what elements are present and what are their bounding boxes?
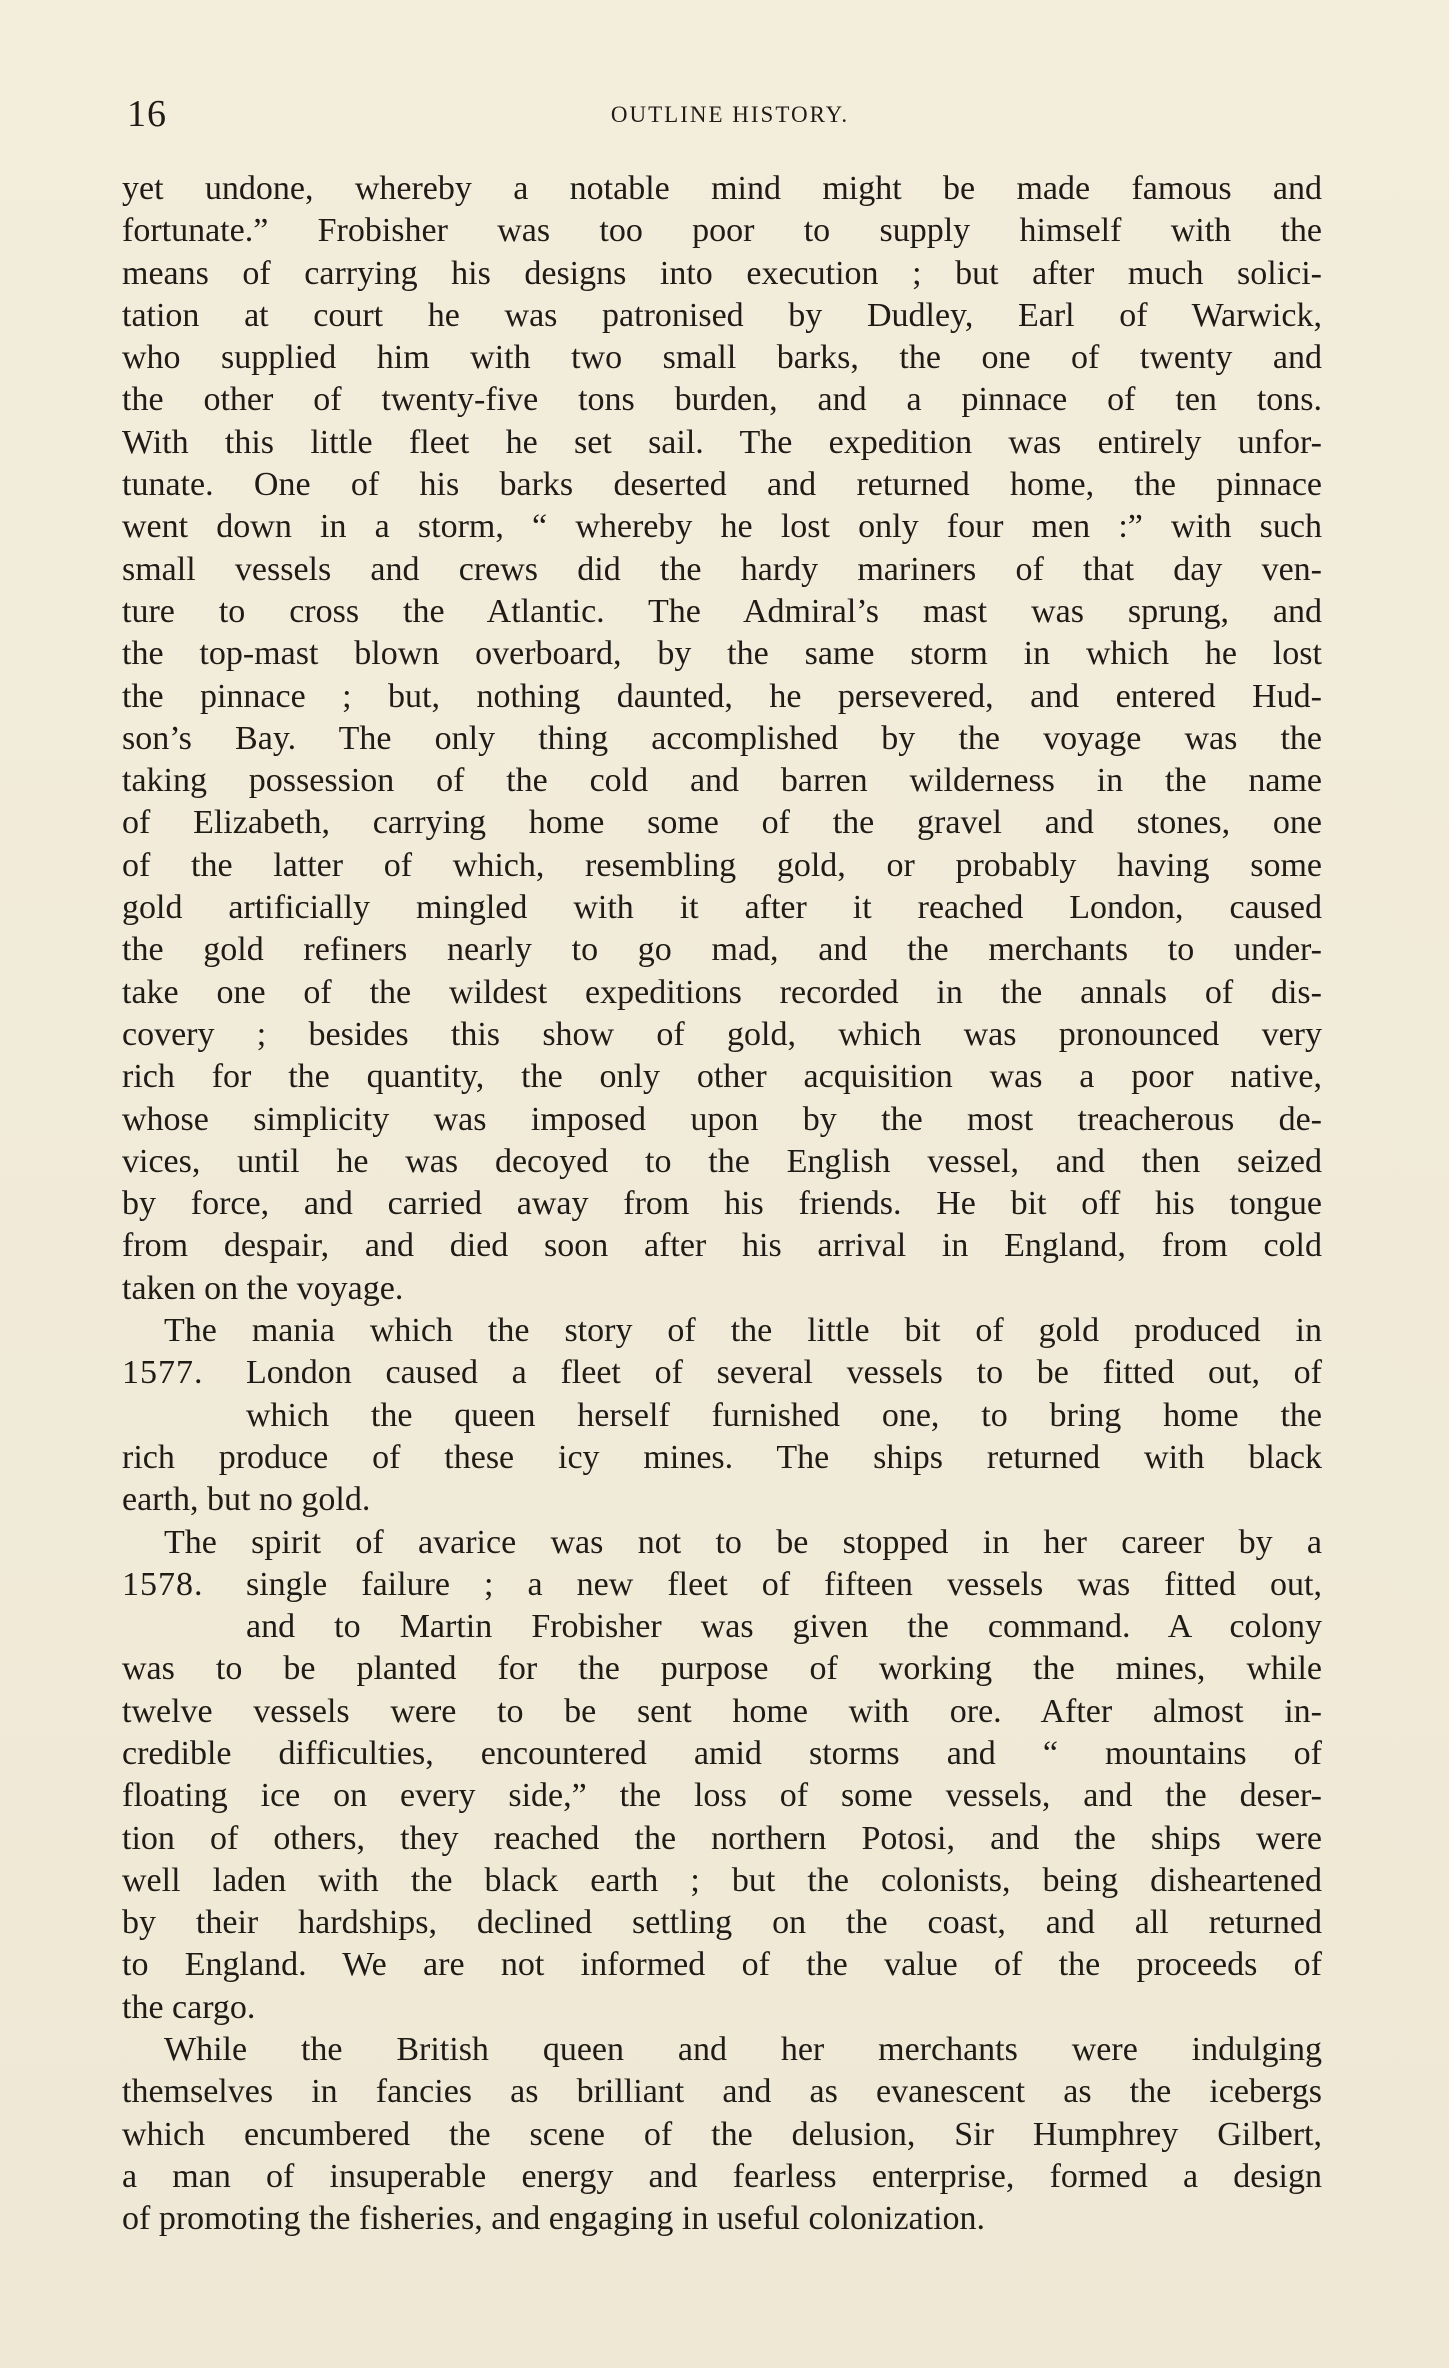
text-line [122, 379, 1322, 421]
text-line [122, 760, 1322, 802]
line-text: The spirit of avarice was not to be stopped in her career by a [164, 1523, 1322, 1561]
line-text: the pinnace ; but, nothing daunted, he persevered, and entered Hud- [122, 677, 1322, 715]
line-text: the gold refiners nearly to go mad, and the merchants to under- [122, 931, 1322, 969]
line-text: from despair, and died soon after his arrival in England, from cold [122, 1227, 1322, 1265]
line-text: whose simplicity was imposed upon by the most treacherous de- [122, 1100, 1322, 1138]
text-line [122, 1818, 1322, 1860]
line-text: earth, but no gold. [122, 1481, 371, 1519]
text-line [122, 1056, 1322, 1098]
text-line [122, 464, 1322, 506]
margin-date: 1577. [122, 1354, 204, 1392]
body-text [122, 168, 1322, 2241]
line-text: gold artificially mingled with it after it reached London, caused [122, 889, 1322, 927]
line-text: of the latter of which, resembling gold, or probably having some [122, 846, 1322, 884]
text-line [122, 802, 1322, 844]
text-line [122, 1225, 1322, 1267]
text-line [122, 2071, 1322, 2113]
line-text: taking possession of the cold and barren wilderness in the name [122, 762, 1322, 800]
text-line [122, 845, 1322, 887]
text-line [122, 887, 1322, 929]
text-line [122, 1775, 1322, 1817]
text-line [122, 1944, 1322, 1986]
text-line [122, 210, 1322, 252]
text-line [122, 295, 1322, 337]
text-line [122, 1606, 1322, 1648]
line-text: twelve vessels were to be sent home with ore. After almost in- [122, 1692, 1322, 1730]
text-line [122, 1691, 1322, 1733]
line-text: tation at court he was patronised by Dudley, Earl of Warwick, [122, 296, 1322, 334]
text-line [122, 549, 1322, 591]
line-text: was to be planted for the purpose of working the mines, while [122, 1650, 1322, 1688]
text-line [122, 168, 1322, 210]
line-text: tion of others, they reached the northern Potosi, and the ships were [122, 1819, 1322, 1857]
line-text: With this little fleet he set sail. The expedition was entirely unfor- [122, 423, 1322, 461]
text-line [122, 591, 1322, 633]
line-text: a man of insuperable energy and fearless enterprise, formed a design [122, 2157, 1322, 2195]
margin-date: 1578. [122, 1565, 204, 1603]
text-line [122, 1310, 1322, 1352]
text-line [122, 2029, 1322, 2071]
line-text: of Elizabeth, carrying home some of the gravel and stones, one [122, 804, 1322, 842]
text-line [122, 1479, 1322, 1521]
line-text: to England. We are not informed of the value of the proceeds of [122, 1946, 1322, 1984]
line-text: take one of the wildest expeditions recorded in the annals of dis- [122, 973, 1322, 1011]
text-line [122, 676, 1322, 718]
line-text: means of carrying his designs into execution ; but after much solici- [122, 254, 1322, 292]
text-line [122, 1014, 1322, 1056]
line-text: which the queen herself furnished one, to bring home the [246, 1396, 1322, 1434]
text-line [122, 1141, 1322, 1183]
line-text: son’s Bay. The only thing accomplished by the voyage was the [122, 719, 1322, 757]
line-text: small vessels and crews did the hardy mariners of that day ven- [122, 550, 1322, 588]
line-text: which encumbered the scene of the delusion, Sir Humphrey Gilbert, [122, 2115, 1322, 2153]
line-text: the cargo. [122, 1988, 256, 2026]
line-text: well laden with the black earth ; but the colonists, being disheartened [122, 1861, 1322, 1899]
line-text: taken on the voyage. [122, 1269, 404, 1307]
page-number: 16 [127, 93, 167, 135]
text-line [122, 1522, 1322, 1564]
text-line [122, 1183, 1322, 1225]
line-text: single failure ; a new fleet of fifteen vessels was fitted out, [246, 1565, 1322, 1603]
text-line [122, 2114, 1322, 2156]
text-line [122, 1099, 1322, 1141]
line-text: who supplied him with two small barks, the one of twenty and [122, 339, 1322, 377]
line-text: vices, until he was decoyed to the English vessel, and then seized [122, 1142, 1322, 1180]
text-line [122, 1268, 1322, 1310]
line-text: While the British queen and her merchants were indulging [164, 2031, 1322, 2069]
text-line [122, 718, 1322, 760]
text-line [122, 929, 1322, 971]
text-line [122, 1564, 1322, 1606]
text-line [122, 1352, 1322, 1394]
line-text: rich produce of these icy mines. The ships returned with black [122, 1438, 1322, 1476]
line-text: tunate. One of his barks deserted and returned home, the pinnace [122, 466, 1322, 504]
text-line [122, 253, 1322, 295]
text-line [122, 337, 1322, 379]
line-text: of promoting the fisheries, and engaging in useful colonization. [122, 2200, 986, 2238]
line-text: covery ; besides this show of gold, which was pronounced very [122, 1015, 1322, 1053]
line-text: by force, and carried away from his friends. He bit off his tongue [122, 1185, 1322, 1223]
text-line [122, 506, 1322, 548]
text-line [122, 972, 1322, 1014]
text-line [122, 1733, 1322, 1775]
line-text: The mania which the story of the little bit of gold produced in [164, 1312, 1322, 1350]
text-line [122, 1860, 1322, 1902]
text-line [122, 1437, 1322, 1479]
line-text: credible difficulties, encountered amid storms and “ mountains of [122, 1734, 1322, 1772]
line-text: the top-mast blown overboard, by the same storm in which he lost [122, 635, 1322, 673]
text-line [122, 633, 1322, 675]
line-text: went down in a storm, “ whereby he lost only four men :” with such [122, 508, 1322, 546]
line-text: the other of twenty-five tons burden, and a pinnace of ten tons. [122, 381, 1322, 419]
page-header [127, 92, 1333, 142]
text-line [122, 2156, 1322, 2198]
line-text: rich for the quantity, the only other acquisition was a poor native, [122, 1058, 1322, 1096]
line-text: floating ice on every side,” the loss of some vessels, and the deser- [122, 1777, 1322, 1815]
text-line [122, 2198, 1322, 2240]
text-line [122, 422, 1322, 464]
line-text: by their hardships, declined settling on the coast, and all returned [122, 1904, 1322, 1942]
running-head: OUTLINE HISTORY. [610, 102, 850, 127]
line-text: London caused a fleet of several vessels to be fitted out, of [246, 1354, 1322, 1392]
text-line [122, 1987, 1322, 2029]
line-text: themselves in fancies as brilliant and as evanescent as the icebergs [122, 2073, 1322, 2111]
line-text: yet undone, whereby a notable mind might be made famous and [122, 170, 1322, 207]
text-line [122, 1395, 1322, 1437]
line-text: ture to cross the Atlantic. The Admiral’s mast was sprung, and [122, 592, 1322, 630]
line-text: fortunate.” Frobisher was too poor to supply himself with the [122, 212, 1322, 250]
line-text: and to Martin Frobisher was given the command. A colony [246, 1608, 1322, 1646]
text-line [122, 1648, 1322, 1690]
text-line [122, 1902, 1322, 1944]
